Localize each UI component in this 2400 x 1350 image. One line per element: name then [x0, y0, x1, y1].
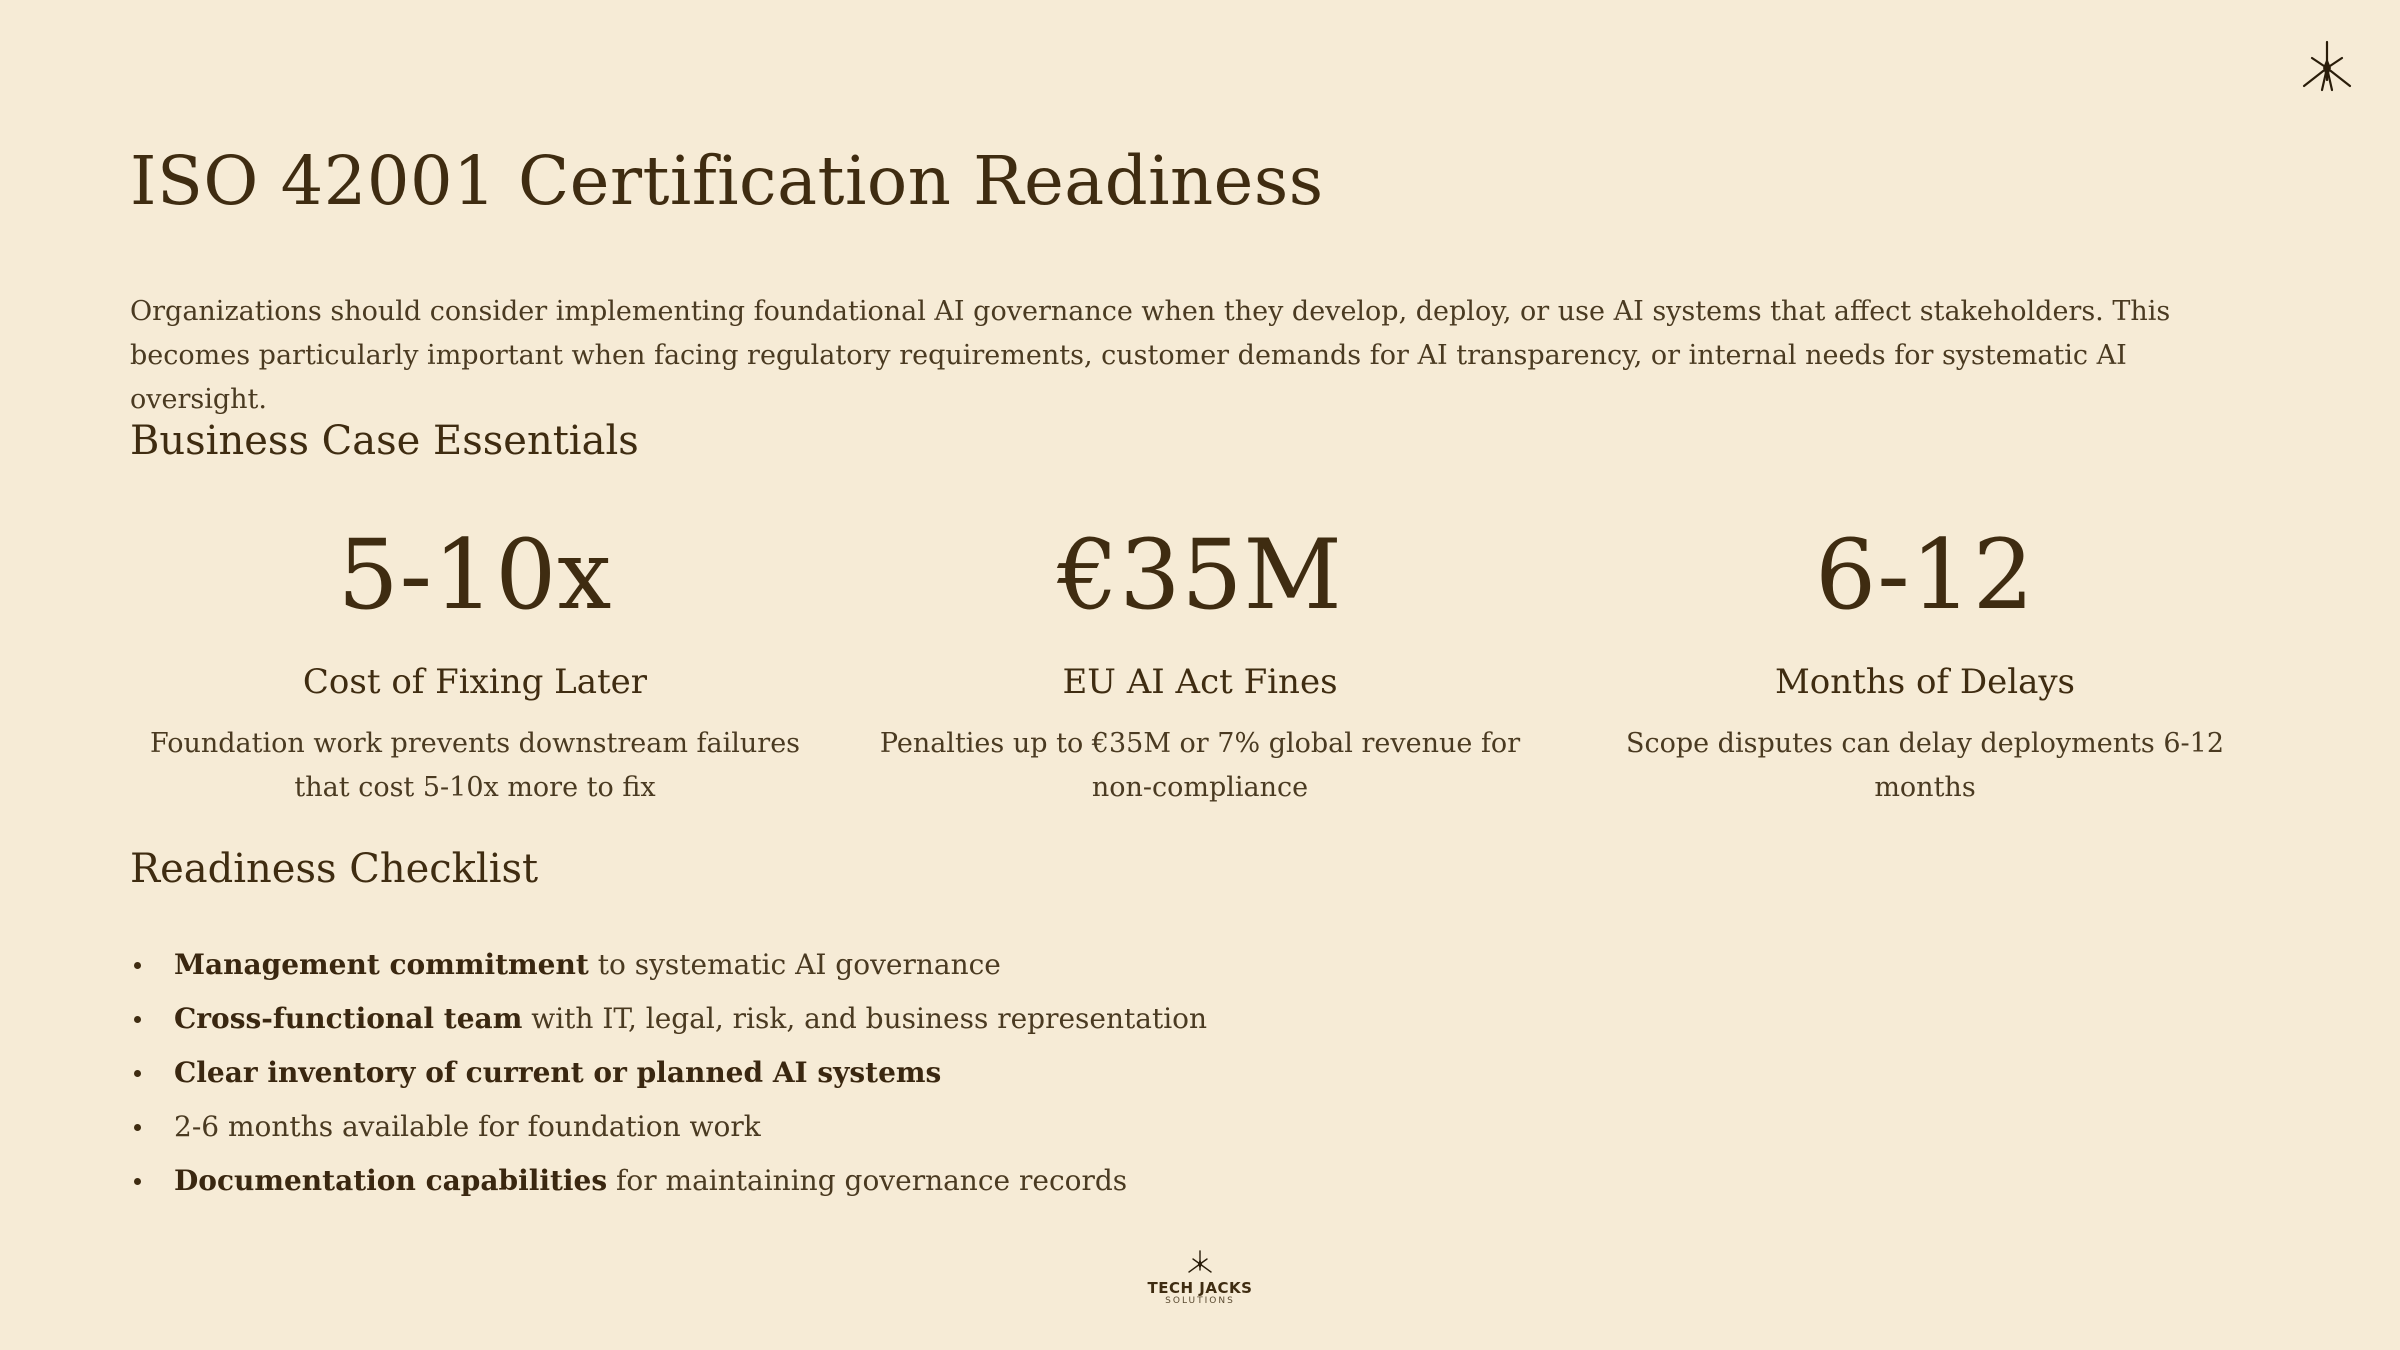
brand-name: TECH JACKS [1147, 1279, 1253, 1297]
checklist-item-bold: Clear inventory of current or planned AI systems [174, 1056, 942, 1089]
checklist-item-text: for maintaining governance records [607, 1164, 1128, 1197]
stat-value: 6-12 [1815, 519, 2035, 631]
checklist-item-bold: Documentation capabilities [174, 1164, 608, 1197]
business-case-heading: Business Case Essentials [130, 418, 639, 464]
stat-description: Scope disputes can delay deployments 6-12 months [1625, 728, 2225, 803]
checklist-item [130, 992, 1207, 1046]
stat-card-delays [1580, 510, 2270, 810]
stat-description: Penalties up to €35M or 7% global revenue for non-compliance [879, 728, 1521, 803]
checklist-item [130, 938, 1207, 992]
checklist-item [130, 1100, 1207, 1154]
checklist-item-bold: Management commitment [174, 948, 589, 981]
checklist-item [130, 1154, 1207, 1208]
checklist-item [130, 1046, 1207, 1100]
stat-label: EU AI Act Fines [1062, 662, 1338, 702]
stat-value: 5-10x [337, 519, 613, 631]
stat-label: Months of Delays [1774, 662, 2076, 702]
readiness-checklist [130, 938, 1207, 1208]
checklist-heading: Readiness Checklist [130, 846, 539, 892]
checklist-item-text: to systematic AI governance [588, 948, 1001, 981]
brand-subtitle: SOLUTIONS [1165, 1296, 1235, 1306]
stat-card-cost [130, 510, 820, 810]
stat-description: Foundation work prevents downstream failures that cost 5-10x more to fix [149, 728, 801, 803]
checklist-item-bold: Cross-functional team [174, 1002, 523, 1035]
star-logo-icon [1186, 1250, 1214, 1278]
star-logo-icon [2298, 40, 2356, 98]
stat-label: Cost of Fixing Later [302, 662, 648, 702]
stats-row [130, 510, 2270, 810]
checklist-item-text: with IT, legal, risk, and business representation [522, 1002, 1208, 1035]
footer-brand-logo [1140, 1250, 1260, 1307]
page-title: ISO 42001 Certification Readiness [130, 142, 1324, 220]
stat-card-fines [855, 510, 1545, 810]
checklist-item-text: 2-6 months available for foundation work [174, 1110, 761, 1143]
intro-paragraph: Organizations should consider implementing foundational AI governance when they develop, deploy, or use AI systems that affect stakeholders. This becomes particularly important when facing regulatory requirements, customer demands for AI transparency, or internal needs for systematic AI oversight. [130, 296, 2171, 415]
stat-value: €35M [1057, 519, 1343, 631]
